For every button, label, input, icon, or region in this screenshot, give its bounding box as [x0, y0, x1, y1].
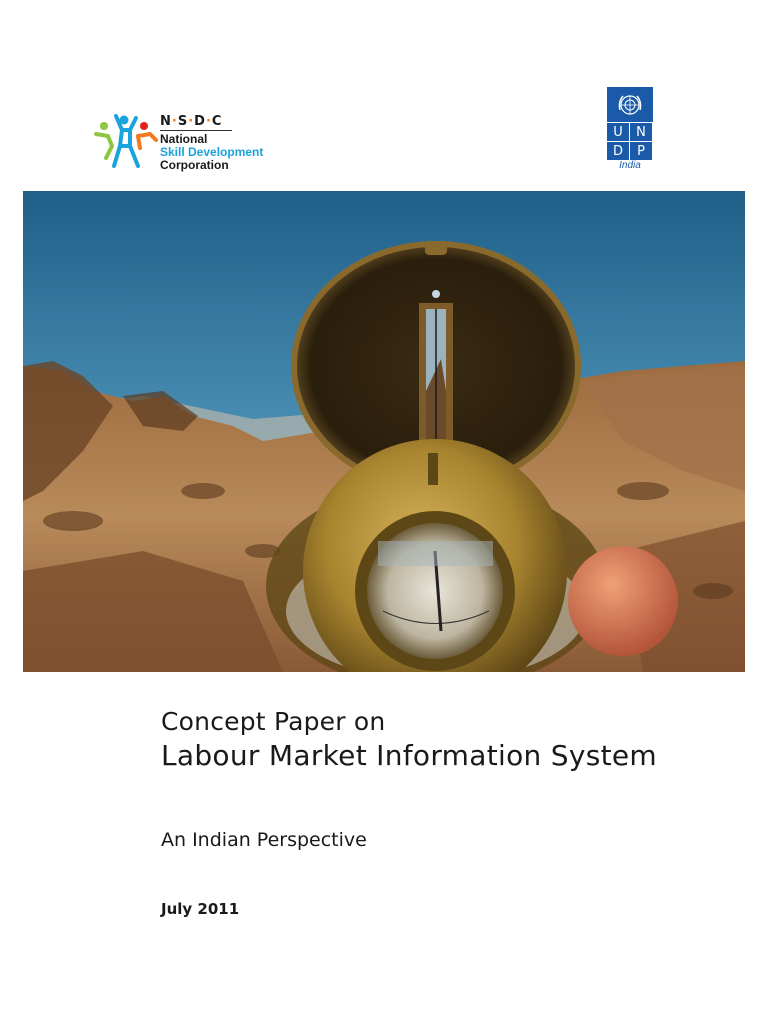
cover-photo — [23, 191, 745, 672]
undp-letter: N — [630, 123, 652, 141]
cover-title — [161, 706, 657, 774]
nsdc-name-line2: Skill Development — [160, 145, 264, 159]
nsdc-name-line3: Corporation — [160, 158, 229, 172]
compass-in-desert-photo — [23, 191, 745, 672]
undp-letter: D — [607, 142, 629, 160]
title-line2: Labour Market Information System — [161, 739, 657, 772]
un-emblem-icon — [615, 90, 645, 120]
undp-letter: U — [607, 123, 629, 141]
undp-letter-grid — [607, 123, 653, 160]
un-emblem-box — [607, 87, 653, 122]
undp-letter: P — [630, 142, 652, 160]
nsdc-figures-icon — [94, 112, 158, 172]
undp-country: India — [619, 160, 641, 171]
nsdc-acronym: N·S·D·C — [160, 114, 223, 129]
nsdc-name-line1: National — [160, 132, 208, 146]
nsdc-logo — [94, 112, 284, 174]
publication-date: July 2011 — [161, 900, 240, 918]
undp-logo — [607, 87, 653, 173]
nsdc-divider — [160, 130, 232, 131]
cover-subtitle: An Indian Perspective — [161, 829, 367, 851]
nsdc-wordmark — [160, 114, 263, 172]
title-line1: Concept Paper on — [161, 707, 386, 736]
